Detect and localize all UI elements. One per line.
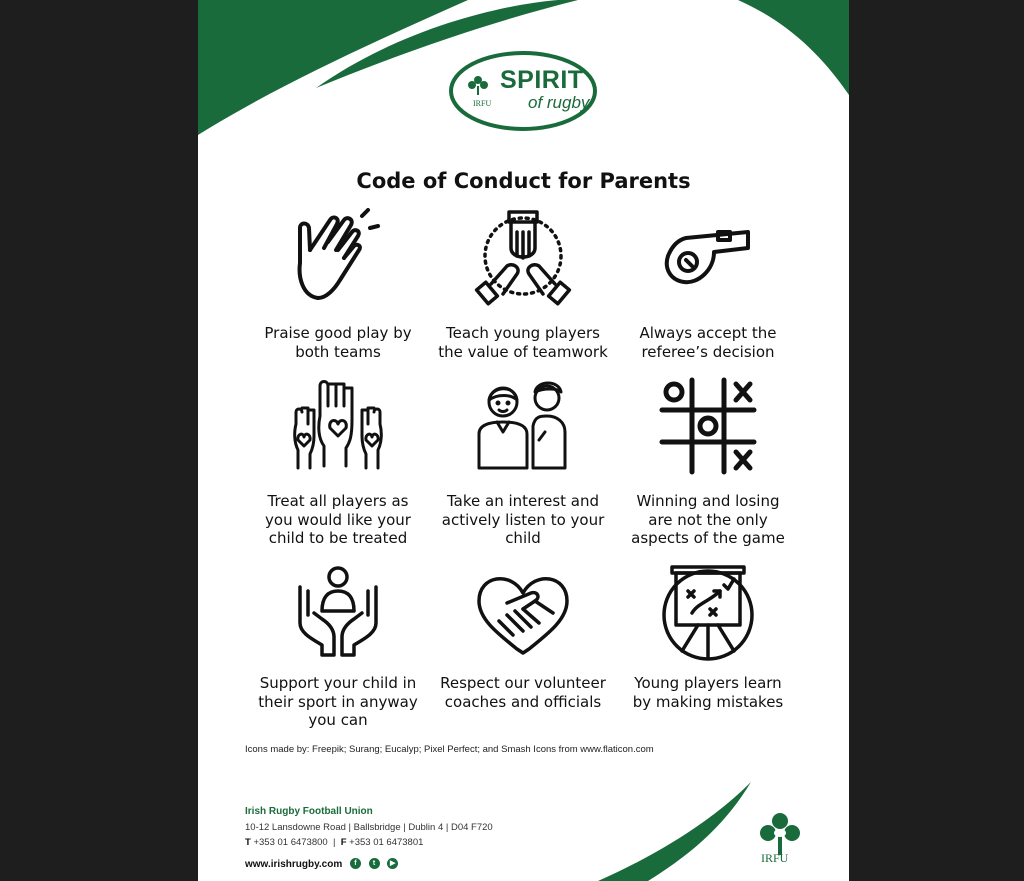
item-referee [613,208,803,361]
irfu-footer-text: IRFU [761,851,789,865]
caption-line: aspects of the game [631,529,785,547]
website-link[interactable]: www.irishrugby.com [245,858,343,870]
caption-line: Treat all players as [267,492,409,510]
caption-line: Respect our volunteer [440,674,606,692]
caption-line: the value of teamwork [438,342,608,361]
caption-line: you would like your [265,510,411,529]
spirit-of-rugby-logo [448,48,598,134]
supporting-hands-icon [288,563,388,663]
caption-line: Young players learn [634,674,782,692]
parent-child-icon [473,376,573,476]
item-treat-players [243,376,433,547]
page-title: Code of Conduct for Parents [356,169,691,193]
strategy-board-icon [658,563,758,663]
caption-line: actively listen to your [441,510,605,529]
poster-page [198,0,849,881]
logo-of-rugby-text: of rugby [528,93,590,112]
caption-line: referee’s decision [641,342,775,361]
fax-number: +353 01 6473801 [349,837,424,848]
caption-line: you can [308,711,368,729]
caption-line: Support your child in [259,674,417,692]
tic-tac-toe-icon [658,376,758,476]
caption-line: Take an interest and [446,492,600,510]
caption-line: child to be treated [268,529,408,547]
phone-label: T [245,837,251,848]
footer-web-line [245,857,493,873]
caption-line: child [505,529,541,547]
youtube-icon[interactable]: ▶ [387,858,398,869]
separator: | [332,837,336,848]
caption-line: Teach young players [446,324,600,342]
item-respect [428,563,618,711]
caption-line: Winning and losing [636,492,780,510]
logo-spirit-text: SPIRIT [500,66,584,94]
whistle-icon [658,208,758,308]
logo-irfu-text: IRFU [473,99,492,108]
caption-line: Always accept the [639,324,777,342]
footer-contact [245,804,493,872]
item-listen [428,376,618,547]
icon-credits: Icons made by: Freepik; Surang; Eucalyp; Pixel Perfect; and Smash Icons from www.flaticon.com [245,744,654,755]
clapping-hands-icon [288,208,388,308]
item-teamwork [428,208,618,361]
caption-line: coaches and officials [444,692,602,711]
item-winning-losing [613,376,803,547]
caption-line: by making mistakes [632,692,784,711]
hands-hearts-icon [288,376,388,476]
shamrock-icon [468,76,488,95]
caption-line: are not the only [648,510,768,529]
facebook-icon[interactable]: f [350,858,361,869]
caption-line: their sport in anyway [258,692,418,711]
footer-org-name: Irish Rugby Football Union [245,806,373,817]
footer-address: 10-12 Lansdowne Road | Ballsbridge | Dublin 4 | D04 F720 [245,821,493,833]
heart-handshake-icon [473,563,573,663]
footer-phone-line [245,835,493,851]
item-mistakes [613,563,803,711]
teamwork-hands-icon [473,208,573,308]
item-praise [243,208,433,361]
item-support [243,563,433,729]
fax-label: F [340,837,347,848]
phone-number: +353 01 6473800 [253,837,328,848]
caption-line: Praise good play by [264,324,412,342]
twitter-icon[interactable]: t [369,858,380,869]
caption-line: both teams [295,342,381,361]
